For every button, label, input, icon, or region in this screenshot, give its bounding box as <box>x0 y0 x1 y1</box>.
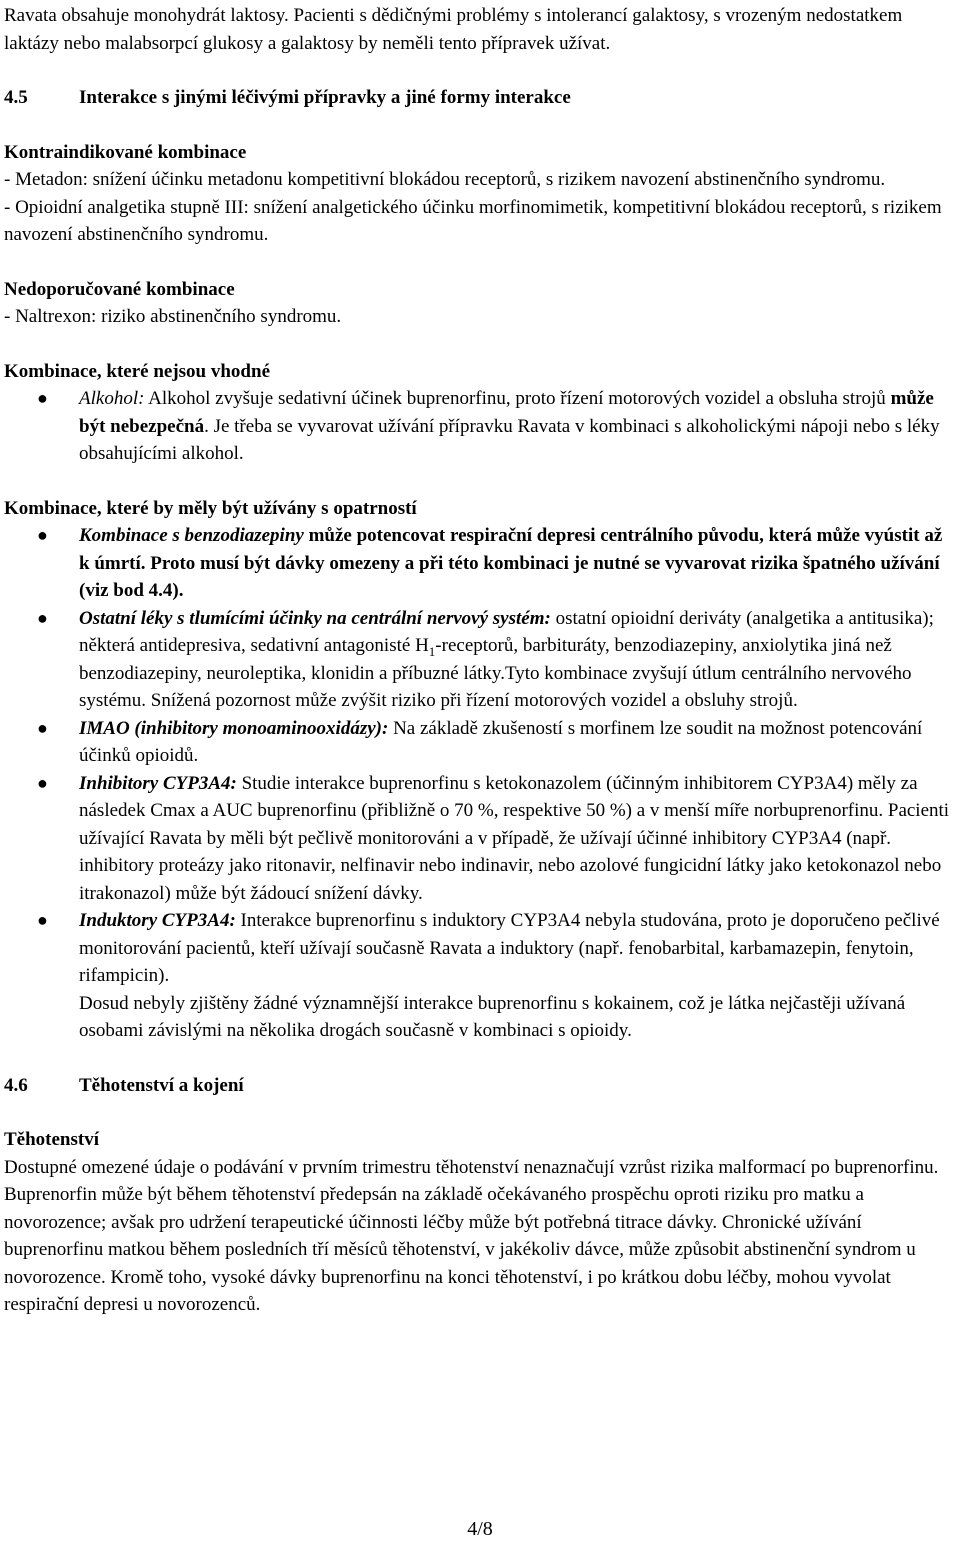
cocaine-paragraph: Dosud nebyly zjištěny žádné významnější interakce buprenorfinu s kokainem, což je látka nejčastěji užívaná osobami závislými na několika drogách současně v kombinaci s opioidy. <box>79 992 906 1041</box>
section-4-5-heading <box>4 84 956 112</box>
benzo-label: Kombinace s benzodiazepiny <box>79 525 304 546</box>
section-number: 4.5 <box>4 87 28 108</box>
spacer <box>4 331 956 358</box>
bullet-icon: ● <box>37 607 48 628</box>
bullet-icon: ● <box>37 388 48 408</box>
list-item <box>4 385 956 468</box>
page-number: 4/8 <box>467 1518 493 1540</box>
pregnancy-heading: Těhotenství <box>4 1129 99 1150</box>
spacer <box>4 249 956 276</box>
inhibitors-label: Inhibitory CYP3A4: <box>79 772 237 794</box>
bullet-icon: ● <box>37 772 48 793</box>
contraindicated-heading: Kontraindikované kombinace <box>4 141 247 163</box>
cns-text-end: -receptorů, barbituráty, benzodiazepiny, anxiolytika jiná než benzodiazepiny, neuroleptika, klonidin a příbuzné látky.Tyto kombinace zvyšují útlum centrálního nervového systému. Snížená pozornost může zvýšit riziko při řízení motorových vozidel a obsluhy strojů. <box>79 635 912 711</box>
bullet-icon: ● <box>37 525 48 545</box>
section-title: Těhotenství a kojení <box>79 1074 244 1096</box>
list-item <box>4 522 956 605</box>
list-item <box>4 715 956 770</box>
list-item <box>4 605 956 715</box>
benzo-text: může potencovat respirační depresi centrálního původu, která může vyústit až k úmrtí. Proto musí být dávky omezeny a při této kombinaci je nutné se vyvarovat rizika špatného užívání (viz bod 4.4). <box>79 525 943 601</box>
caution-heading: Kombinace, které by měly být užívány s opatrností <box>4 497 417 519</box>
list-item <box>4 770 956 908</box>
cns-label: Ostatní léky s tlumícími účinky na centrální nervový systém: <box>79 607 551 629</box>
cns-subscript: 1 <box>428 643 436 659</box>
section-4-6-heading <box>4 1072 956 1100</box>
inhibitors-text: Studie interakce buprenorfinu s ketokonazolem (účinným inhibitorem CYP3A4) měly za následek Cmax a AUC buprenorfinu (přibližně o 70 %, respektive 50 %) a v menší míře norbuprenorfinu. Pacienti užívající Ravata by měli být pečlivě monitorováni a v případě, že užívají účinné inhibitory CYP3A4 (např. inhibitory proteázy jako ritonavir, nelfinavir nebo indinavir, nebo azolové fungicidní látky jako ketokonazol nebo itrakonazol) může být žádoucí snížení dávky. <box>79 772 950 904</box>
section-title: Interakce s jinými léčivými přípravky a jiné formy interakce <box>79 87 571 108</box>
section-number: 4.6 <box>4 1074 28 1096</box>
spacer <box>4 112 956 139</box>
document-page <box>4 2 956 1319</box>
spacer <box>4 468 956 495</box>
unsuitable-heading: Kombinace, které nejsou vhodné <box>4 360 270 382</box>
bullet-icon: ● <box>37 717 48 738</box>
imao-label: IMAO (inhibitory monoaminooxidázy): <box>79 717 389 739</box>
spacer <box>4 57 956 84</box>
contraindicated-item-methadone: - Metadon: snížení účinku metadonu kompetitivní blokádou receptorů, s rizikem navození abstinenčního syndromu. <box>4 169 886 190</box>
alcohol-text: Alkohol zvyšuje sedativní účinek buprenorfinu, proto řízení motorových vozidel a obsluha strojů <box>144 388 891 409</box>
alcohol-bold: může být nebezpečná <box>79 388 934 437</box>
cns-text: ostatní opioidní deriváty (analgetika a antitusika); některá antidepresiva, sedativní antagonisté H <box>79 607 934 656</box>
unsuitable-list <box>4 385 956 468</box>
spacer <box>4 1045 956 1072</box>
not-recommended-heading: Nedoporučované kombinace <box>4 278 235 300</box>
spacer <box>4 1099 956 1126</box>
pregnancy-paragraph: Dostupné omezené údaje o podávání v prvním trimestru těhotenství nenaznačují vzrůst rizika malformací po buprenorfinu. Buprenorfin může být během těhotenství předepsán na základě očekávaného prospěchu oproti riziku pro matku a novorozence; avšak pro udržení terapeutické účinnosti léčby může být potřebná titrace dávky. Chronické užívání buprenorfinu matkou během posledních tří měsíců těhotenství, v jakékoliv dávce, může způsobit abstinenční syndrom u novorozence. Kromě toho, vysoké dávky buprenorfinu na konci těhotenství, i po krátkou dobu léčby, mohou vyvolat respirační depresi u novorozenců. <box>4 1156 939 1315</box>
inductors-label: Induktory CYP3A4: <box>79 910 236 931</box>
imao-text: Na základě zkušeností s morfinem lze soudit na možnost potencování účinků opioidů. <box>79 717 923 766</box>
bullet-icon: ● <box>37 910 48 930</box>
inductors-text: Interakce buprenorfinu s induktory CYP3A4 nebyla studována, proto je doporučeno pečlivé monitorování pacientů, kteří užívají současně Ravata a induktory (např. fenobarbital, karbamazepin, fenytoin, rifampicin). <box>79 910 940 986</box>
intro-paragraph: Ravata obsahuje monohydrát laktosy. Pacienti s dědičnými problémy s intolerancí galaktosy, s vrozeným nedostatkem laktázy nebo malabsorpcí glukosy a galaktosy by neměli tento přípravek užívat. <box>4 5 903 54</box>
not-recommended-item-naltrexone: - Naltrexon: riziko abstinenčního syndromu. <box>4 306 342 327</box>
alcohol-text-end: . Je třeba se vyvarovat užívání přípravku Ravata v kombinaci s alkoholickými nápoji nebo s léky obsahujícími alkohol. <box>79 415 940 464</box>
caution-list <box>4 522 956 990</box>
alcohol-label: Alkohol: <box>79 388 145 409</box>
contraindicated-item-opioids: - Opioidní analgetika stupně III: snížení analgetického účinku morfinomimetik, kompetitivní blokádou receptorů, s rizikem navození abstinenčního syndromu. <box>4 196 942 245</box>
list-item <box>4 907 956 990</box>
